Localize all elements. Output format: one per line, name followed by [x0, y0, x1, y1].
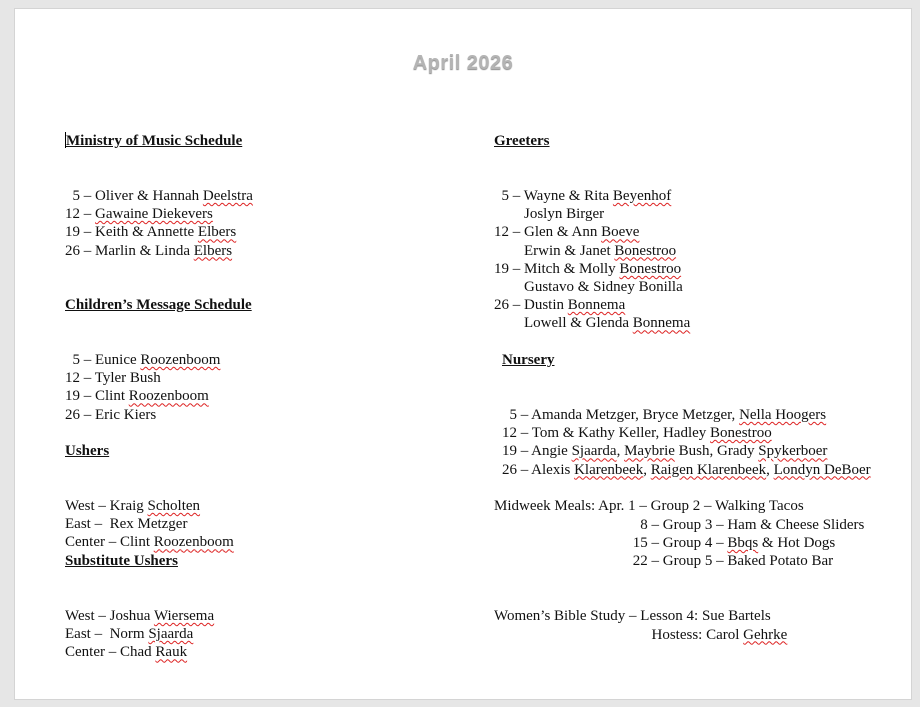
schedule-line — [65, 607, 214, 625]
nursery-heading: Nursery — [502, 352, 555, 369]
line-text: Lowell & Glenda — [494, 315, 633, 332]
greeters-section — [494, 96, 690, 351]
schedule-line — [494, 607, 787, 625]
spellcheck-word: Sjaarda — [148, 626, 194, 643]
schedule-line — [65, 242, 253, 260]
line-text: 12 – Tyler Bush — [65, 370, 161, 387]
line-text: Gustavo & Sidney Bonilla — [494, 279, 683, 296]
line-text: Center – Clint — [65, 534, 154, 551]
spellcheck-word: Spykerboer — [758, 443, 828, 460]
spellcheck-word: Bonestroo — [614, 242, 677, 259]
substitute-heading: Substitute Ushers — [65, 553, 178, 570]
schedule-line — [494, 242, 690, 260]
schedule-line — [65, 387, 252, 405]
spellcheck-word: Bonestroo — [619, 260, 682, 277]
line-text: , — [643, 461, 651, 478]
spellcheck-word: Bonestroo — [710, 425, 772, 442]
line-text: 5 – Eunice — [65, 352, 141, 369]
schedule-line — [65, 187, 253, 205]
schedule-line — [494, 187, 690, 205]
spellcheck-word: Boeve — [601, 224, 640, 241]
meals-lines — [494, 497, 864, 570]
schedule-line — [502, 424, 871, 442]
spellcheck-word: Deelstra — [202, 188, 253, 205]
schedule-line — [494, 223, 690, 241]
schedule-line — [65, 223, 253, 241]
schedule-line — [65, 497, 234, 515]
schedule-line — [502, 442, 871, 460]
childrens-heading: Children’s Message Schedule — [65, 297, 252, 314]
line-text: Erwin & Janet — [494, 242, 615, 259]
line-text: Women’s Bible Study – Lesson 4: Sue Bartels — [494, 608, 771, 625]
line-text: East – Rex Metzger — [65, 516, 188, 533]
line-text: , — [616, 443, 625, 460]
substitute-section — [65, 516, 214, 680]
line-text: Joslyn Birger — [494, 206, 605, 223]
music-lines — [65, 187, 253, 260]
line-text: 15 – Group 4 – — [494, 534, 728, 551]
spellcheck-word: Roozenboom — [153, 534, 234, 551]
schedule-line — [502, 406, 871, 424]
bible-study-section — [494, 571, 787, 662]
line-text: Hostess: Carol — [494, 626, 744, 643]
schedule-line — [65, 351, 252, 369]
greeters-lines — [494, 187, 690, 333]
spellcheck-word: Raigen Klarenbeek — [650, 461, 767, 478]
schedule-line — [494, 260, 690, 278]
line-text: Center – Chad — [65, 644, 156, 661]
schedule-line — [494, 205, 690, 223]
spellcheck-word: Bonnema — [632, 315, 691, 332]
music-section — [65, 96, 253, 278]
line-text: 12 – Tom & Kathy Keller, Hadley — [502, 425, 711, 442]
schedule-line — [65, 643, 214, 661]
spellcheck-word: Gehrke — [743, 626, 788, 643]
line-text: 5 – Amanda Metzger, Bryce Metzger, — [502, 407, 740, 424]
line-text: & Hot Dogs — [758, 534, 836, 551]
substitute-lines — [65, 607, 214, 662]
spellcheck-word: Bonnema — [567, 297, 626, 314]
line-text: 26 – Alexis — [502, 461, 575, 478]
spellcheck-word: Sjaarda — [571, 443, 617, 460]
schedule-line — [494, 534, 864, 552]
schedule-line — [494, 278, 690, 296]
meals-section — [494, 461, 864, 588]
spellcheck-word: Elbers — [193, 242, 233, 259]
spellcheck-word: Beyenhof — [612, 188, 672, 205]
greeters-heading: Greeters — [494, 133, 550, 150]
line-text: Midweek Meals: Apr. 1 – Group 2 – Walking Tacos — [494, 498, 804, 515]
spellcheck-word: Elbers — [197, 224, 237, 241]
spellcheck-word: Nella Hoogers — [739, 407, 827, 424]
line-text: 19 – Clint — [65, 388, 129, 405]
spellcheck-word: Bbqs — [727, 534, 759, 551]
line-text: 19 – Mitch & Molly — [494, 260, 620, 277]
schedule-line — [494, 497, 864, 515]
line-text: , — [766, 461, 774, 478]
schedule-line — [494, 552, 864, 570]
line-text: Bush, Grady — [674, 443, 759, 460]
schedule-line — [494, 626, 787, 644]
line-text: West – Joshua — [65, 608, 154, 625]
spellcheck-word: Londyn DeBoer — [773, 461, 871, 478]
line-text: 19 – Angie — [502, 443, 572, 460]
line-text: 12 – Glen & Ann — [494, 224, 602, 241]
schedule-line — [65, 369, 252, 387]
schedule-line — [65, 625, 214, 643]
line-text: West – Kraig — [65, 498, 148, 515]
spellcheck-word: Roozenboom — [140, 352, 221, 369]
schedule-line — [65, 205, 253, 223]
spellcheck-word: Maybrie — [624, 443, 675, 460]
line-text: 19 – Keith & Annette — [65, 224, 198, 241]
line-text: 26 – Marlin & Linda — [65, 242, 194, 259]
bible-lines — [494, 607, 787, 643]
music-heading: Ministry of Music Schedule — [66, 133, 243, 150]
schedule-line — [494, 516, 864, 534]
spellcheck-word: Gawaine Diekevers — [95, 206, 213, 223]
line-text: East – Norm — [65, 626, 149, 643]
schedule-line — [494, 296, 690, 314]
line-text: 5 – Oliver & Hannah — [65, 188, 203, 205]
spellcheck-word: Roozenboom — [128, 388, 209, 405]
line-text: 26 – Eric Kiers — [65, 406, 157, 423]
spellcheck-word: Rauk — [155, 644, 188, 661]
spellcheck-word: Wiersema — [153, 608, 215, 625]
ushers-heading: Ushers — [65, 443, 110, 460]
spellcheck-word: Klarenbeek — [574, 461, 644, 478]
page-title: April 2026 — [412, 52, 514, 74]
spellcheck-word: Scholten — [147, 498, 201, 515]
line-text: 5 – Wayne & Rita — [494, 188, 613, 205]
line-text: 22 – Group 5 – Baked Potato Bar — [494, 553, 834, 570]
line-text: 8 – Group 3 – Ham & Cheese Sliders — [494, 516, 865, 533]
line-text: 26 – Dustin — [494, 297, 568, 314]
line-text: 12 – — [65, 206, 95, 223]
